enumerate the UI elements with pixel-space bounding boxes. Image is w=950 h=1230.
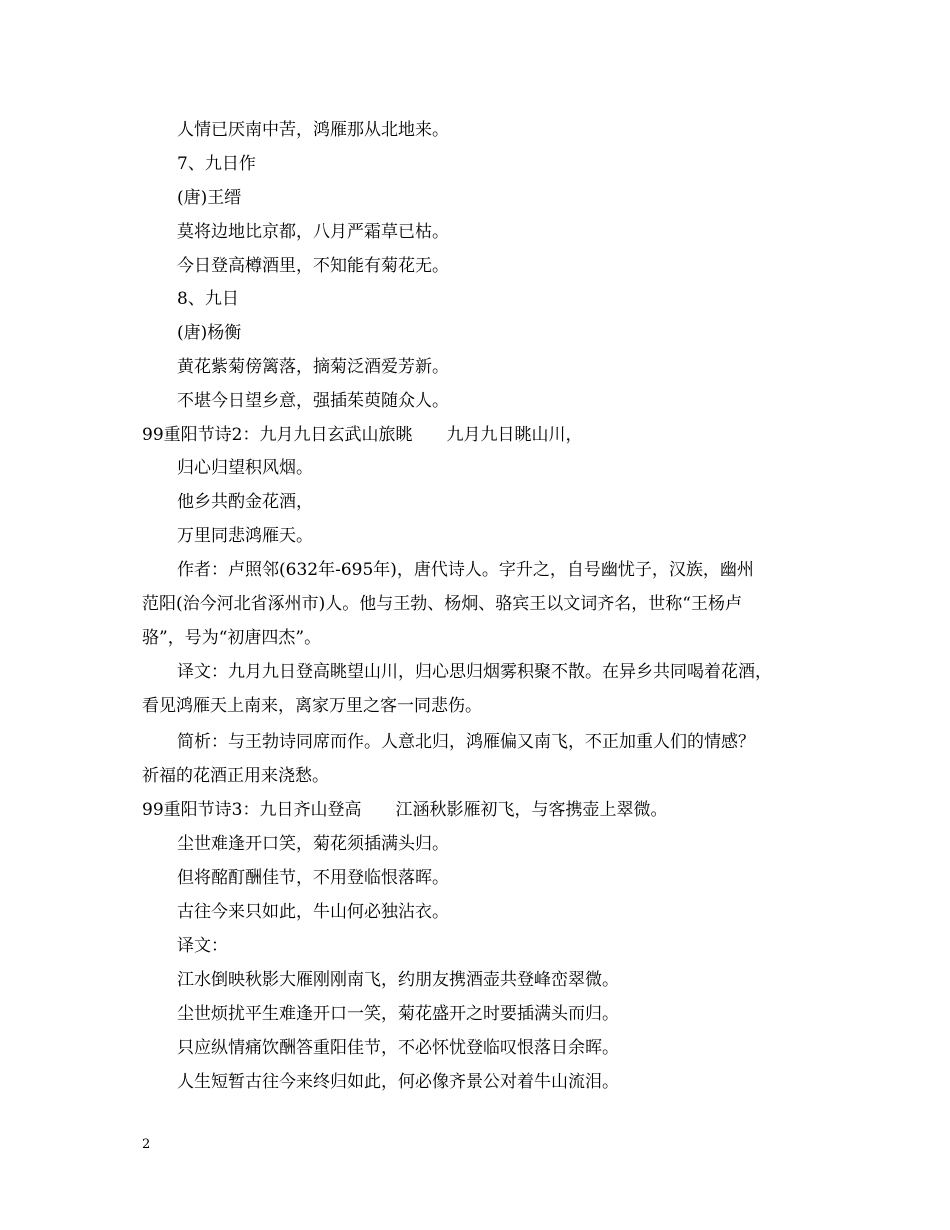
text-line: 他乡共酌金花酒， xyxy=(177,492,313,512)
paragraph-line: 作者：卢照邻(632年-695年)，唐代诗人。字升之，自号幽忧子，汉族，幽州 xyxy=(177,560,754,580)
text-line: 莫将边地比京都，八月严霜草已枯。 xyxy=(177,222,449,242)
poem-heading: 7、九日作 xyxy=(177,154,256,174)
text-line: 但将酩酊酬佳节，不用登临恨落晖。 xyxy=(177,868,449,888)
page-number: 2 xyxy=(142,1137,151,1152)
text-line: 归心归望积风烟。 xyxy=(177,458,313,478)
paragraph-line: 简析：与王勃诗同席而作。人意北归，鸿雁偏又南飞，不正加重人们的情感？ xyxy=(177,732,755,752)
paragraph-line: 骆”，号为“初唐四杰”。 xyxy=(142,628,322,648)
text-line: 尘世烦扰平生难逢开口一笑，菊花盛开之时要插满头而归。 xyxy=(177,1004,619,1024)
paragraph-line: 祈福的花酒正用来浇愁。 xyxy=(142,766,329,786)
poem-author: (唐)王缙 xyxy=(177,188,242,208)
text-line: 人生短暂古往今来终归如此，何必像齐景公对着牛山流泪。 xyxy=(177,1072,619,1092)
section-heading: 99重阳节诗3：九日齐山登高 江涵秋影雁初飞，与客携壶上翠微。 xyxy=(142,800,668,820)
text-line: 不堪今日望乡意，强插茱萸随众人。 xyxy=(177,391,449,411)
text-line: 今日登高樽酒里，不知能有菊花无。 xyxy=(177,256,449,276)
paragraph-line: 范阳(治今河北省涿州市)人。他与王勃、杨炯、骆宾王以文词齐名，世称“王杨卢 xyxy=(142,594,742,614)
section-heading: 99重阳节诗2：九月九日玄武山旅眺 九月九日眺山川， xyxy=(142,425,583,445)
text-line: 只应纵情痛饮酬答重阳佳节，不必怀忧登临叹恨落日余晖。 xyxy=(177,1038,619,1058)
text-line: 黄花紫菊傍篱落，摘菊泛酒爱芳新。 xyxy=(177,357,449,377)
text-line: 江水倒映秋影大雁刚刚南飞，约朋友携酒壶共登峰峦翠微。 xyxy=(177,970,619,990)
paragraph-line: 看见鸿雁天上南来，离家万里之客一同悲伤。 xyxy=(142,696,482,716)
poem-heading: 8、九日 xyxy=(177,289,239,309)
text-line: 译文： xyxy=(177,936,228,956)
text-line: 尘世难逢开口笑，菊花须插满头归。 xyxy=(177,834,449,854)
text-line: 万里同悲鸿雁天。 xyxy=(177,526,313,546)
poem-author: (唐)杨衡 xyxy=(177,323,242,343)
paragraph-line: 译文：九月九日登高眺望山川，归心思归烟雾积聚不散。在异乡共同喝着花酒， xyxy=(177,662,772,682)
text-line: 古往今来只如此，牛山何必独沾衣。 xyxy=(177,902,449,922)
text-line: 人情已厌南中苦，鸿雁那从北地来。 xyxy=(177,120,449,140)
